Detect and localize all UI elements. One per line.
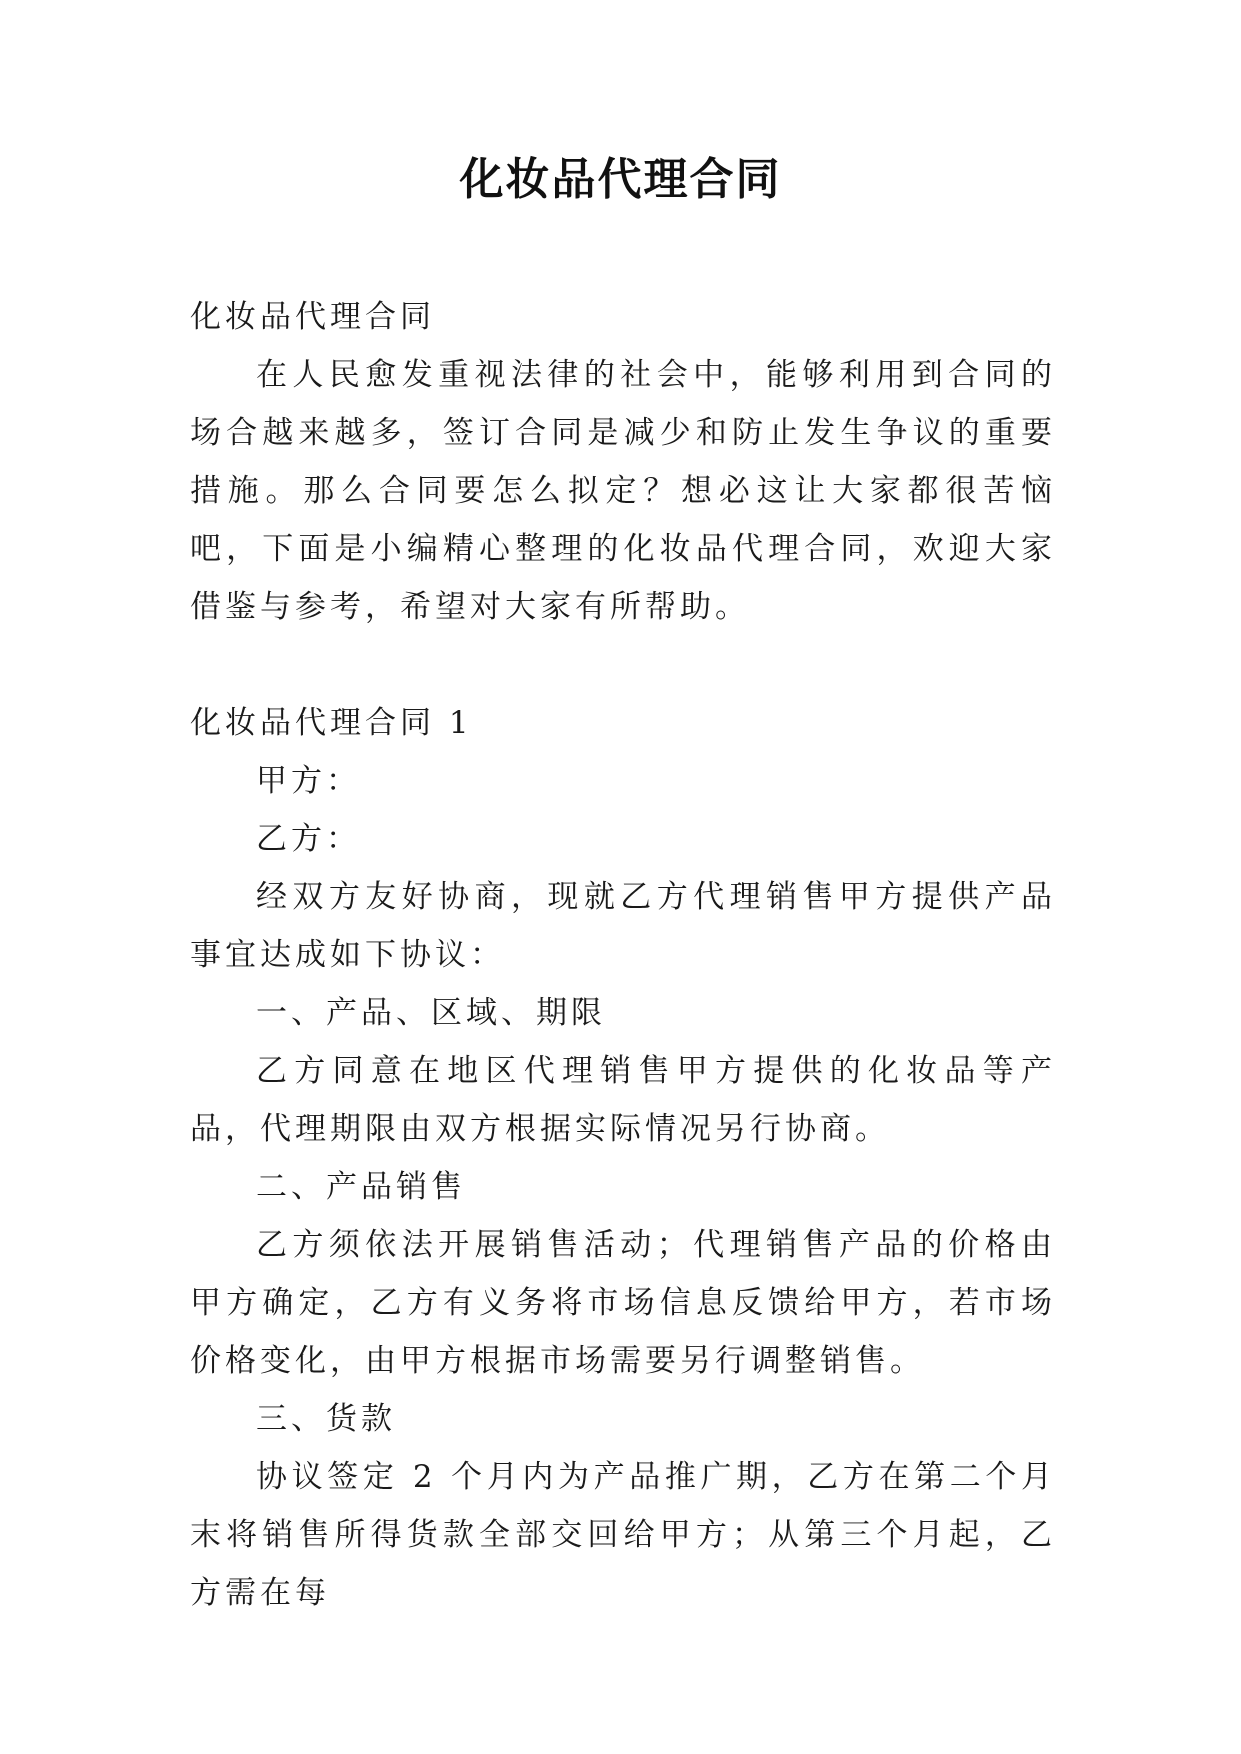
paragraph: 三、货款 [256, 1401, 396, 1437]
paragraph: 二、产品销售 [256, 1169, 466, 1205]
paragraph: 经双方友好协商，现就乙方代理销售甲方提供产品事宜达成如下协议： [190, 879, 1056, 973]
paragraph: 一、产品、区域、期限 [256, 995, 606, 1031]
paragraph: 乙方： [256, 821, 361, 857]
paragraph: 协议签定 2 个月内为产品推广期，乙方在第二个月末将销售所得货款全部交回给甲方；从第三个月起，乙方需在每 [190, 1459, 1056, 1611]
document-body [190, 288, 1056, 1622]
paragraph: 乙方须依法开展销售活动；代理销售产品的价格由甲方确定，乙方有义务将市场信息反馈给甲方，若市场价格变化，由甲方根据市场需要另行调整销售。 [190, 1227, 1056, 1379]
paragraph: 乙方同意在地区代理销售甲方提供的化妆品等产品，代理期限由双方根据实际情况另行协商。 [190, 1053, 1056, 1147]
paragraph: 甲方： [256, 763, 361, 799]
paragraph: 在人民愈发重视法律的社会中，能够利用到合同的场合越来越多，签订合同是减少和防止发生争议的重要措施。那么合同要怎么拟定？想必这让大家都很苦恼吧，下面是小编精心整理的化妆品代理合同，欢迎大家借鉴与参考，希望对大家有所帮助。 [190, 357, 1056, 625]
paragraph: 化妆品代理合同 [190, 299, 435, 335]
paragraph: 化妆品代理合同 1 [190, 705, 473, 741]
document-title: 化妆品代理合同 [459, 154, 782, 205]
